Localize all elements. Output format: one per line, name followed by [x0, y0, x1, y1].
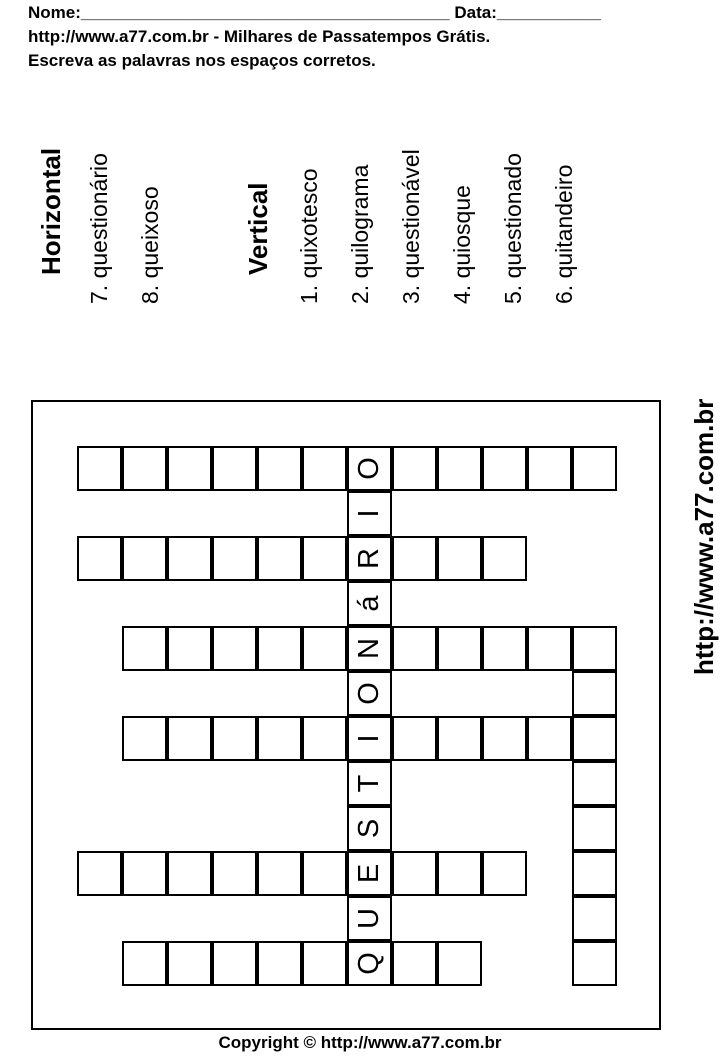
side-url: http://www.a77.com.br: [689, 398, 719, 675]
grid-cell[interactable]: [437, 941, 482, 986]
grid-cell[interactable]: [527, 716, 572, 761]
vertical-clue-1: 1. quixotesco: [296, 168, 322, 304]
grid-cell[interactable]: [482, 851, 527, 896]
grid-cell[interactable]: [302, 446, 347, 491]
grid-cell[interactable]: [392, 626, 437, 671]
grid-letter: O: [353, 457, 385, 480]
vertical-clue-5: 5. questionado: [500, 153, 526, 304]
grid-cell[interactable]: [212, 536, 257, 581]
grid-cell[interactable]: [437, 851, 482, 896]
horizontal-title: Horizontal: [36, 147, 66, 275]
grid-cell[interactable]: [437, 446, 482, 491]
grid-cell[interactable]: [212, 626, 257, 671]
grid-cell[interactable]: [122, 851, 167, 896]
site-line: http://www.a77.com.br - Milhares de Passatempos Grátis.: [28, 27, 491, 46]
grid-letter: T: [353, 774, 385, 793]
grid-cell[interactable]: [392, 941, 437, 986]
grid-letter: O: [353, 682, 385, 705]
grid-letter: S: [353, 818, 385, 839]
grid-cell[interactable]: [257, 446, 302, 491]
crossword-frame: [31, 400, 661, 1030]
grid-cell[interactable]: [482, 716, 527, 761]
grid-cell[interactable]: [257, 941, 302, 986]
grid-cell[interactable]: [437, 716, 482, 761]
grid-cell[interactable]: [572, 806, 617, 851]
vertical-clue-4: 4. quiosque: [449, 185, 475, 304]
grid-cell[interactable]: [437, 626, 482, 671]
name-date-line: Nome:_______________________________________ Data:___________: [28, 3, 601, 22]
copyright: Copyright © http://www.a77.com.br: [218, 1033, 502, 1052]
grid-cell[interactable]: [122, 446, 167, 491]
horizontal-clue-8: 8. queixoso: [137, 186, 163, 304]
grid-cell[interactable]: [212, 446, 257, 491]
grid-cell[interactable]: [302, 536, 347, 581]
horizontal-clue-7: 7. questionário: [86, 153, 112, 304]
vertical-title: Vertical: [243, 182, 273, 275]
grid-cell[interactable]: [392, 851, 437, 896]
grid-cell[interactable]: [572, 626, 617, 671]
grid-cell[interactable]: [122, 716, 167, 761]
grid-cell[interactable]: [527, 446, 572, 491]
grid-letter: I: [353, 509, 385, 518]
grid-cell[interactable]: [392, 716, 437, 761]
grid-cell[interactable]: [122, 536, 167, 581]
vertical-clue-3: 3. questionável: [398, 149, 424, 304]
grid-cell[interactable]: [77, 851, 122, 896]
grid-cell[interactable]: [167, 851, 212, 896]
grid-cell[interactable]: [257, 626, 302, 671]
grid-letter: U: [353, 908, 385, 929]
grid-cell[interactable]: [572, 896, 617, 941]
vertical-clue-2: 2. quilograma: [347, 164, 373, 304]
grid-cell[interactable]: [392, 536, 437, 581]
grid-cell[interactable]: [302, 941, 347, 986]
grid-cell[interactable]: [257, 716, 302, 761]
grid-cell[interactable]: [572, 446, 617, 491]
grid-letter: á: [353, 595, 385, 612]
grid-cell[interactable]: [572, 761, 617, 806]
grid-cell[interactable]: [482, 446, 527, 491]
grid-cell[interactable]: [257, 851, 302, 896]
grid-cell[interactable]: [572, 716, 617, 761]
grid-cell[interactable]: [167, 446, 212, 491]
grid-cell[interactable]: [302, 851, 347, 896]
instruction-line: Escreva as palavras nos espaços corretos.: [28, 51, 376, 70]
grid-cell[interactable]: [572, 941, 617, 986]
grid-cell[interactable]: [212, 716, 257, 761]
grid-cell[interactable]: [212, 851, 257, 896]
grid-cell[interactable]: [77, 536, 122, 581]
grid-cell[interactable]: [212, 941, 257, 986]
grid-cell[interactable]: [122, 941, 167, 986]
grid-cell[interactable]: [482, 536, 527, 581]
grid-letter: E: [353, 863, 385, 884]
grid-letter: I: [353, 734, 385, 743]
grid-letter: N: [353, 638, 385, 659]
grid-cell[interactable]: [572, 671, 617, 716]
grid-cell[interactable]: [77, 446, 122, 491]
grid-cell[interactable]: [122, 626, 167, 671]
grid-cell[interactable]: [167, 536, 212, 581]
grid-cell[interactable]: [527, 626, 572, 671]
grid-cell[interactable]: [482, 626, 527, 671]
grid-cell[interactable]: [302, 716, 347, 761]
grid-cell[interactable]: [437, 536, 482, 581]
grid-cell[interactable]: [572, 851, 617, 896]
grid-cell[interactable]: [167, 941, 212, 986]
grid-cell[interactable]: [167, 716, 212, 761]
grid-letter: R: [353, 548, 385, 569]
grid-letter: Q: [353, 952, 385, 975]
grid-cell[interactable]: [167, 626, 212, 671]
grid-cell[interactable]: [392, 446, 437, 491]
grid-cell[interactable]: [302, 626, 347, 671]
vertical-clue-6: 6. quitandeiro: [551, 164, 577, 304]
grid-cell[interactable]: [257, 536, 302, 581]
